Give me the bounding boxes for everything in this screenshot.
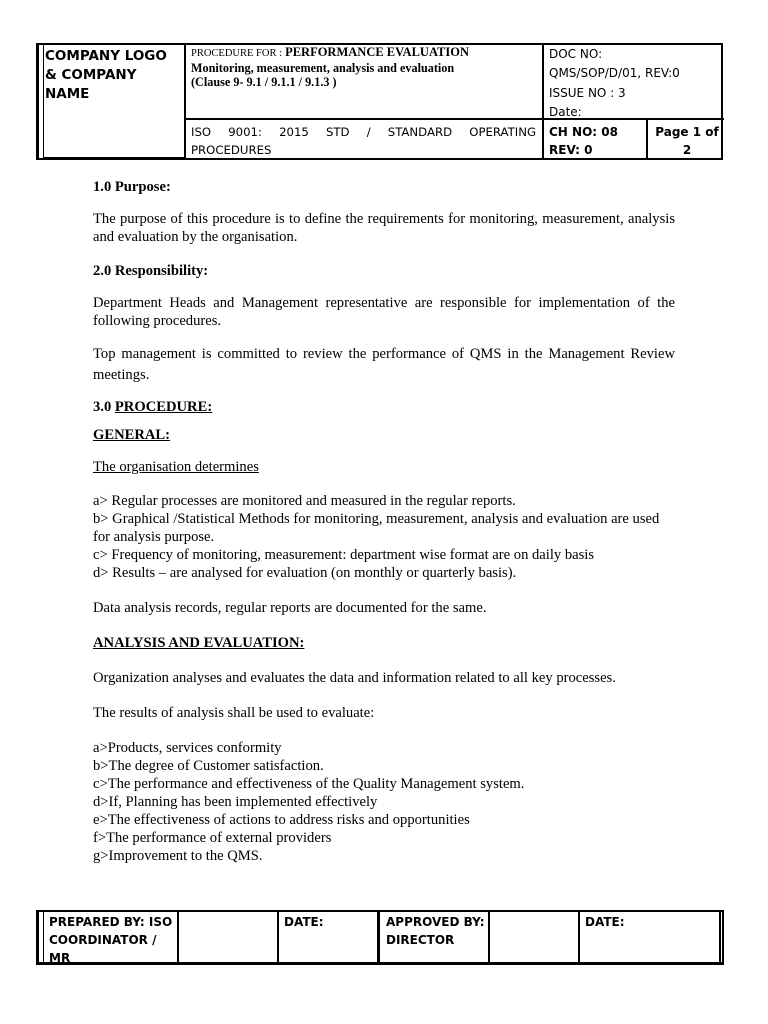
header-divider (44, 157, 184, 159)
company-logo-placeholder (45, 47, 185, 104)
doc-info-cell (549, 45, 719, 122)
date-label: Date: (549, 104, 582, 119)
list-item: f>The performance of external providers (93, 830, 332, 846)
change-info-cell (549, 123, 649, 159)
list-item: c>The performance and effectiveness of the Quality Management system. (93, 776, 525, 792)
org-determines-text: The organisation determines (93, 459, 259, 475)
purpose-heading: 1.0 Purpose: (93, 179, 171, 195)
doc-no-value: QMS/SOP/D/01, REV:0 (549, 66, 680, 81)
procedure-for-label: PROCEDURE FOR : (191, 48, 283, 59)
procedure-clause: (Clause 9- 9.1 / 9.1.1 / 9.1.3 ) (191, 75, 337, 89)
list-item: e>The effectiveness of actions to address risks and opportunities (93, 812, 470, 828)
iso-standard-line1: ISO 9001: 2015 STD / STANDARD OPERATING (191, 125, 536, 139)
prepared-by-label: COORDINATOR / MR (49, 933, 157, 965)
issue-no: ISSUE NO : 3 (549, 85, 626, 100)
footer-divider (488, 912, 490, 962)
header-inner-border (43, 45, 44, 158)
footer-divider (377, 912, 380, 962)
prepared-by-cell (44, 912, 179, 965)
list-item: d>If, Planning has been implemented effectively (93, 794, 378, 810)
procedure-heading: 3.0 PROCEDURE: (93, 399, 213, 415)
general-heading: GENERAL: (93, 427, 171, 443)
monitoring-list (93, 492, 675, 582)
list-item: b> Graphical /Statistical Methods for monitoring, measurement, analysis and evaluation are used for analysis purpose. (93, 511, 660, 545)
procedure-title-cell (191, 45, 539, 89)
ch-no: CH NO: 08 (549, 125, 618, 139)
document-body (93, 178, 675, 865)
list-item: g>Improvement to the QMS. (93, 848, 263, 864)
evaluation-list (93, 739, 675, 865)
date-cell (580, 912, 720, 962)
footer-divider (177, 912, 179, 962)
list-item: a>Products, services conformity (93, 740, 282, 756)
approved-by-label: DIRECTOR (386, 933, 455, 947)
footer-inner-border (719, 912, 721, 962)
date-label: DATE: (284, 915, 324, 929)
purpose-text: The purpose of this procedure is to define the requirements for monitoring, measurement, analysis and evaluation by the organisation. (93, 211, 675, 245)
list-item: a> Regular processes are monitored and measured in the regular reports. (93, 493, 516, 509)
prepared-by-label: PREPARED BY: ISO (49, 915, 173, 929)
document-header (36, 43, 723, 160)
logo-text: COMPANY LOGO (45, 48, 167, 64)
results-intro: The results of analysis shall be used to evaluate: (93, 705, 375, 721)
date-cell (279, 912, 379, 962)
logo-text: NAME (45, 86, 90, 102)
analysis-heading: ANALYSIS AND EVALUATION: (93, 635, 305, 651)
list-item: c> Frequency of monitoring, measurement: department wise format are on daily basis (93, 547, 595, 563)
approved-by-label: APPROVED BY: (386, 915, 485, 929)
page-number: Page 1 of 2 (655, 125, 719, 157)
org-analyses-text: Organization analyses and evaluates the data and information related to all key processes. (93, 670, 616, 686)
header-divider (542, 45, 544, 158)
logo-text: & COMPANY (45, 67, 137, 83)
responsibility-text: Department Heads and Management representative are responsible for implementation of the following procedures. (93, 295, 675, 329)
procedure-title: PERFORMANCE EVALUATION (285, 45, 470, 59)
list-item: d> Results – are analysed for evaluation (on monthly or quarterly basis). (93, 565, 517, 581)
date-label: DATE: (585, 915, 625, 929)
list-item: b>The degree of Customer satisfaction. (93, 758, 324, 774)
procedure-subtitle: Monitoring, measurement, analysis and evaluation (191, 61, 455, 75)
data-analysis-text: Data analysis records, regular reports are documented for the same. (93, 600, 487, 616)
responsibility-heading: 2.0 Responsibility: (93, 263, 209, 279)
responsibility-text: Top management is committed to review the performance of QMS in the Management Review meetings. (93, 346, 675, 383)
document-footer (36, 910, 724, 965)
iso-standard-line2: PROCEDURES (191, 143, 272, 157)
doc-no-label: DOC NO: (549, 47, 603, 61)
approved-by-cell (381, 912, 491, 962)
rev: REV: 0 (549, 143, 593, 157)
